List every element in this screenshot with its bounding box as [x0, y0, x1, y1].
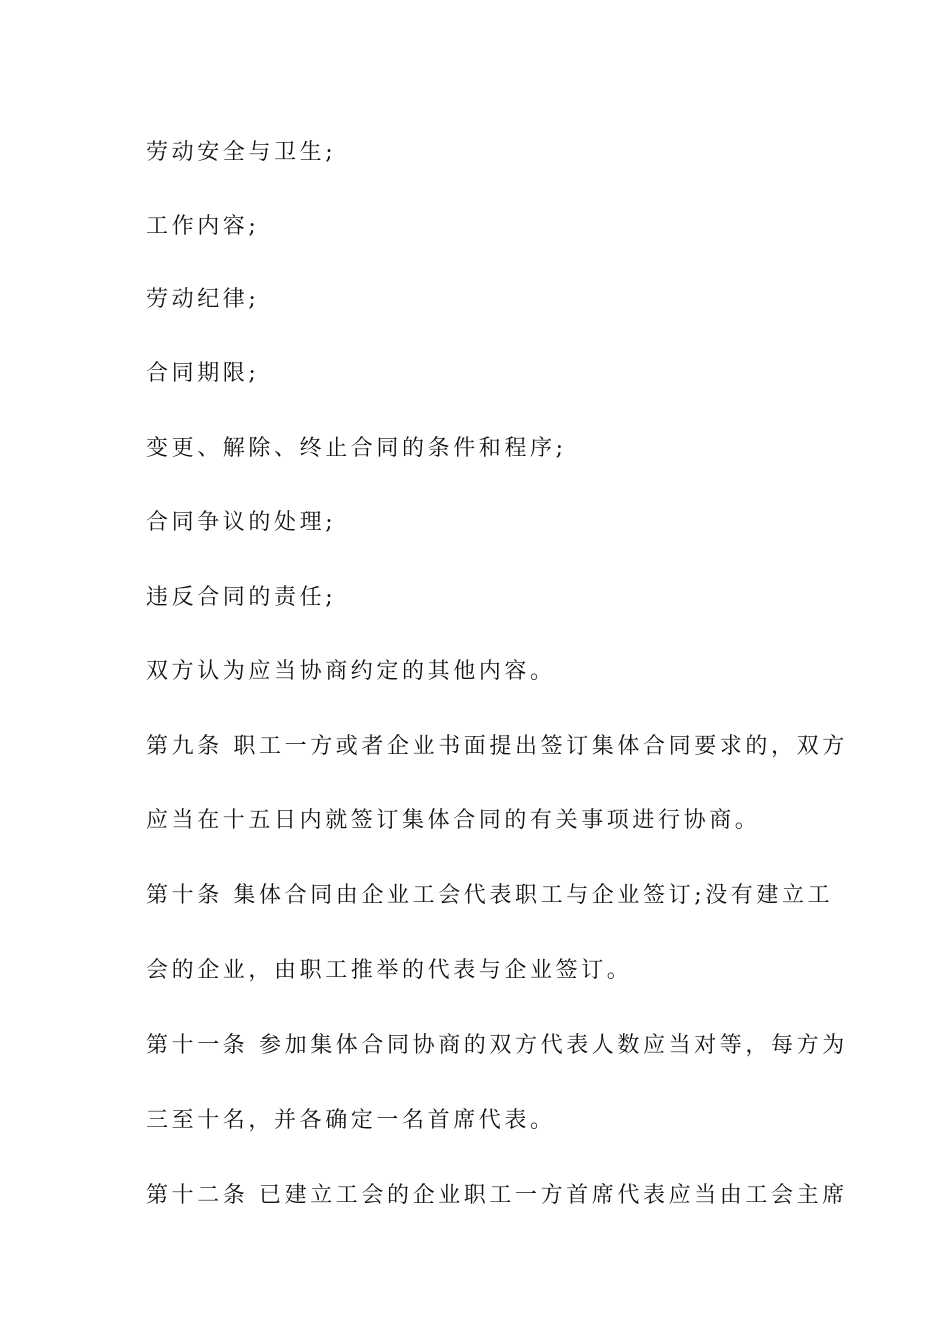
text-line: 应当在十五日内就签订集体合同的有关事项进行协商。: [146, 808, 761, 833]
text-line: 合同争议的处理;: [146, 510, 337, 535]
text-line: 会的企业，由职工推举的代表与企业签订。: [146, 958, 633, 983]
text-line: 双方认为应当协商约定的其他内容。: [146, 659, 556, 684]
text-line: 第九条 职工一方或者企业书面提出签订集体合同要求的，双方: [146, 734, 848, 759]
text-line: 第十二条 已建立工会的企业职工一方首席代表应当由工会主席: [146, 1183, 848, 1208]
text-line: 第十一条 参加集体合同协商的双方代表人数应当对等，每方为: [146, 1033, 848, 1058]
text-line: 劳动纪律;: [146, 287, 260, 312]
text-line: 违反合同的责任;: [146, 585, 337, 610]
text-line: 三至十名，并各确定一名首席代表。: [146, 1108, 556, 1133]
text-line: 变更、解除、终止合同的条件和程序;: [146, 436, 567, 461]
text-line: 第十条 集体合同由企业工会代表职工与企业签订;没有建立工: [146, 883, 834, 908]
text-line: 工作内容;: [146, 214, 260, 239]
text-line: 合同期限;: [146, 361, 260, 386]
text-line: 劳动安全与卫生;: [146, 140, 337, 165]
